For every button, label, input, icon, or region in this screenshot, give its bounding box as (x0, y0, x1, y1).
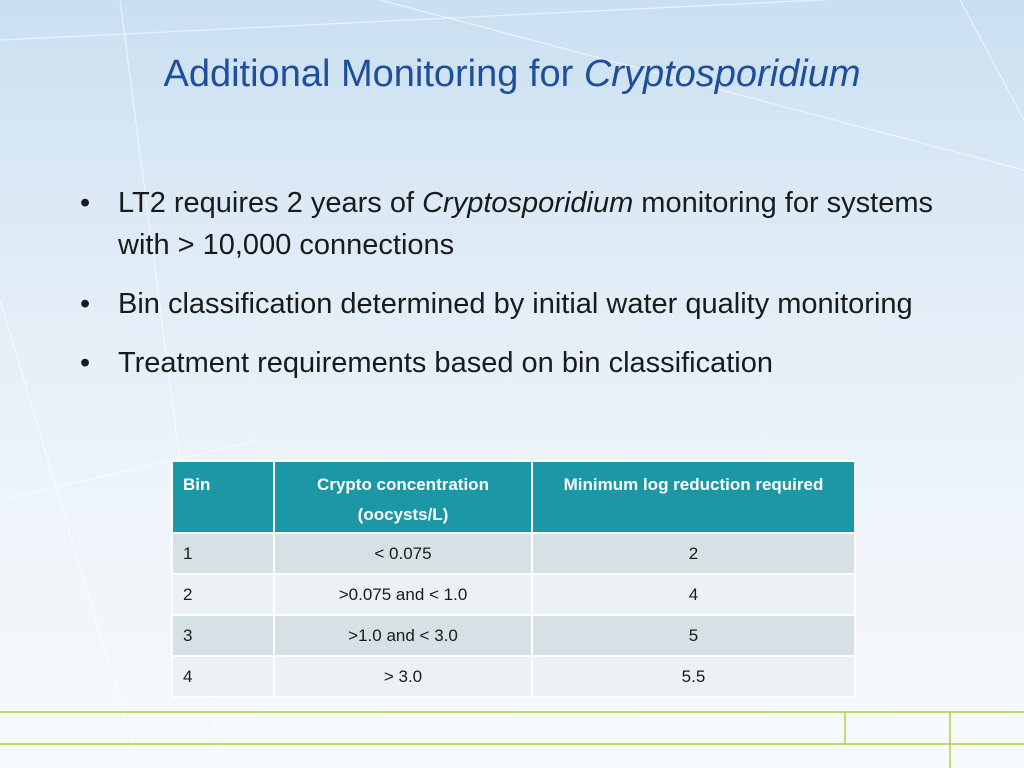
bin-classification-table (171, 460, 856, 698)
bullet-text: LT2 requires 2 years of (118, 187, 423, 219)
bullet-item (78, 182, 948, 266)
cell-bin: 2 (172, 574, 274, 615)
bullet-list (78, 182, 948, 401)
cell-bin: 1 (172, 533, 274, 574)
table-row (172, 533, 855, 574)
cell-log-reduction: 5.5 (532, 656, 855, 697)
bullet-text: monitoring for systems with > 10,000 connections (118, 187, 934, 261)
bullet-item (78, 342, 948, 384)
cell-concentration: >0.075 and < 1.0 (274, 574, 532, 615)
cell-log-reduction: 4 (532, 574, 855, 615)
header-min-log-reduction: Minimum log reduction required (532, 461, 855, 533)
header-crypto-concentration: Crypto concentration (oocysts/L) (274, 461, 532, 533)
bullet-text: Treatment requirements based on bin classification (118, 347, 773, 379)
header-bin: Bin (172, 461, 274, 533)
table-header-row (172, 461, 855, 533)
slide-title-main: Additional Monitoring for (163, 53, 584, 95)
table-row (172, 656, 855, 697)
bottom-rule-lines (0, 712, 1024, 768)
cell-log-reduction: 5 (532, 615, 855, 656)
slide-title-italic: Cryptosporidium (583, 53, 861, 95)
bullet-item (78, 283, 948, 325)
cell-bin: 4 (172, 656, 274, 697)
cell-bin: 3 (172, 615, 274, 656)
slide-title (0, 48, 1024, 100)
cell-log-reduction: 2 (532, 533, 855, 574)
table-row (172, 574, 855, 615)
bullet-text: Bin classification determined by initial water quality monitoring (118, 288, 913, 320)
table-row (172, 615, 855, 656)
cell-concentration: >1.0 and < 3.0 (274, 615, 532, 656)
cell-concentration: > 3.0 (274, 656, 532, 697)
cell-concentration: < 0.075 (274, 533, 532, 574)
bullet-italic-text: Cryptosporidium (422, 187, 634, 219)
